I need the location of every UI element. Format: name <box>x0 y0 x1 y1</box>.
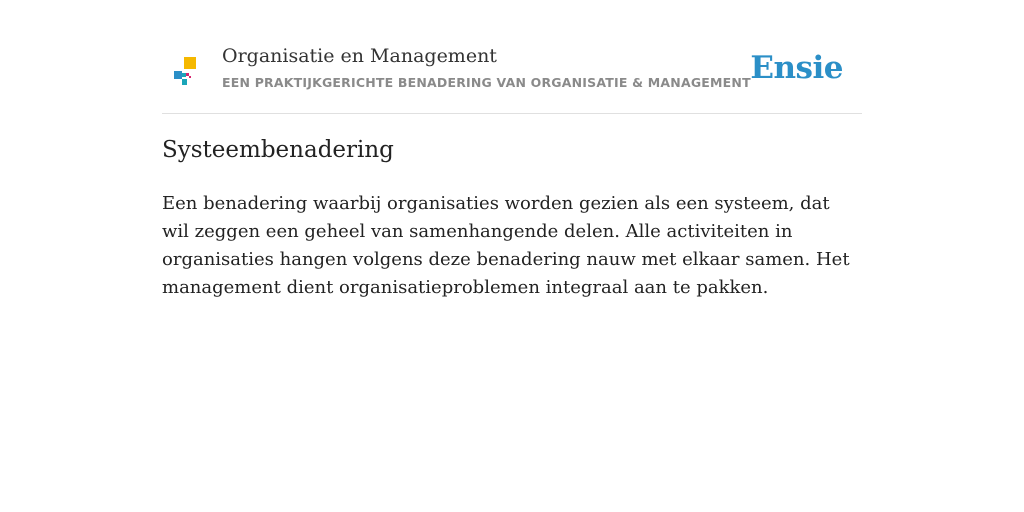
site-subtitle: EEN PRAKTIJKGERICHTE BENADERING VAN ORGANISATIE & MANAGEMENT <box>222 75 751 90</box>
entry-title: Systeembenadering <box>162 137 394 163</box>
entry-definition: Een benadering waarbij organisaties worden gezien als een systeem, dat wil zeggen een geheel van samenhangende delen. Alle activiteiten in organisaties hangen volgens deze benadering nauw met elkaar samen. Het management dient organisatieproblemen integraal aan te pakken. <box>162 193 850 298</box>
pixel-squares-logo-icon[interactable] <box>174 57 198 87</box>
brand-logo-link[interactable]: Ensie <box>750 50 843 86</box>
content-container <box>162 0 862 298</box>
site-header <box>162 0 862 114</box>
site-title[interactable]: Organisatie en Management <box>222 45 497 67</box>
